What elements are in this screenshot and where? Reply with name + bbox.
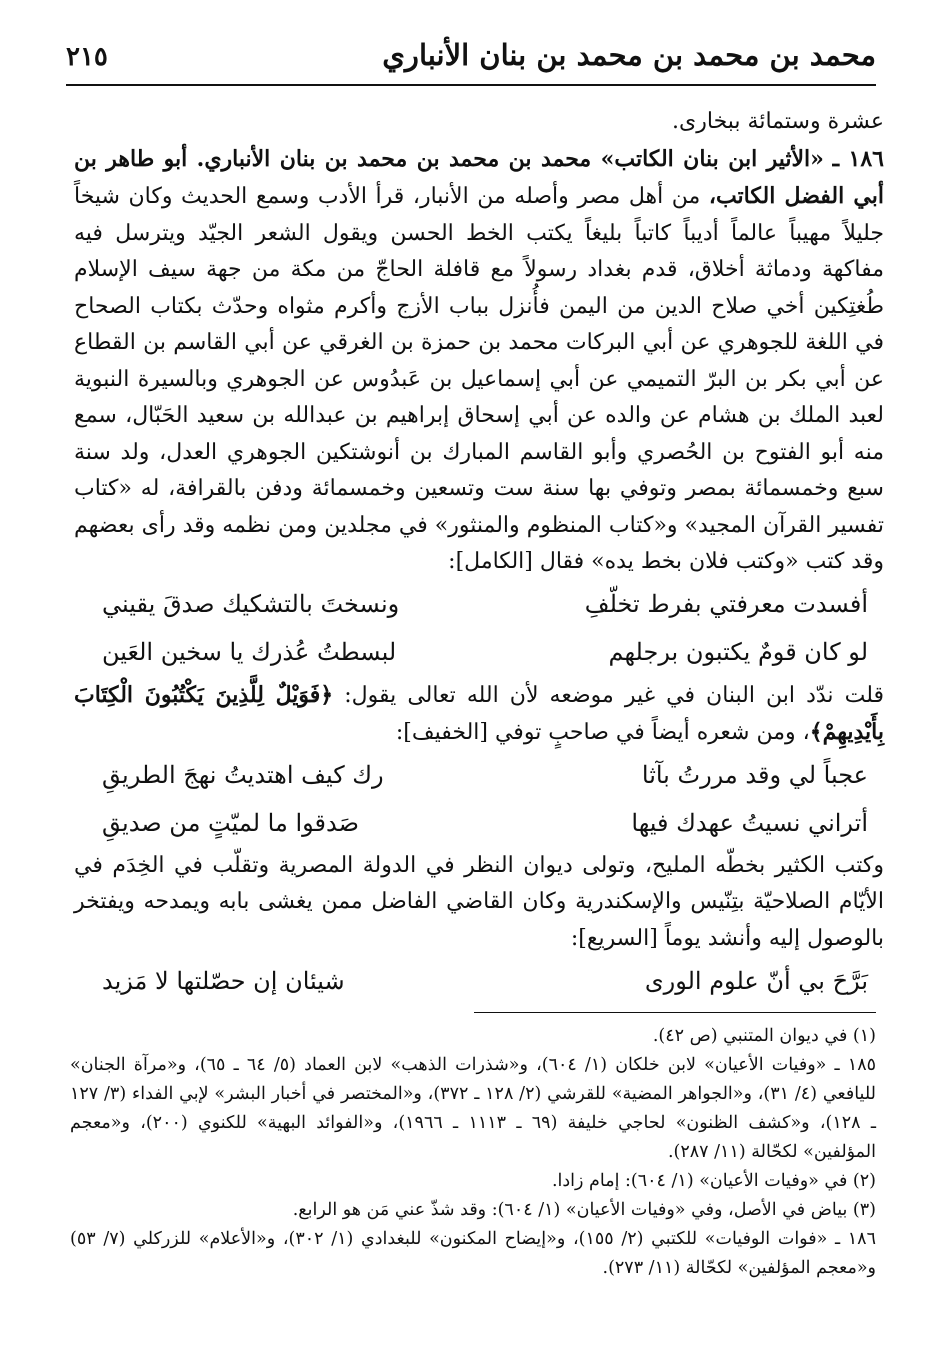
- verse-hemistich: بَرَّحَ بي أنّ علوم الورى: [644, 966, 868, 995]
- footnote: (٢) في «وفيات الأعيان» (١/ ٦٠٤): إمام زادا.: [551, 1171, 876, 1191]
- entry-text: من أهل مصر وأصله من الأنبار، قرأ الأدب وسمع الحديث وكان شيخاً جليلاً مهيباً عالماً أديباً كاتباً بليغاً يكتب الخط الحسن ويقول الشعر الجيّد ويترسل فيه مفاكهة ودماثة أخلاق، قدم بغداد رسولاً مع قافلة الحاجّ من مكة من جهة سيف الإسلام طُغتِكين أخي صلاح الدين من اليمن فأُنزل بباب الأزج وأكرم مثواه وحدّث بكتاب الصحاح في اللغة للجوهري عن أبي البركات محمد بن حمزة بن الغرقي عن أبي القاسم بن القطاع عن أبي بكر بن البرّ التميمي عن أبي إسماعيل بن عَبدُوس عن الجوهري وبالسيرة النبوية لعبد الملك بن هشام عن والده عن أبي إسحاق إبراهيم بن عبدالله بن سعيد الحَبّال، سمع منه أبو الفتوح بن الحُصري وأبو القاسم المبارك بن أنوشتكين الجوهري العدل، ولد سنة سبع وخمسمائة بمصر وتوفي بها سنة ست وتسعين وخمسمائة ودفن بالقرافة، له «كتاب تفسير القرآن المجيد» و«كتاب المنظوم والمنثور» في مجلدين ومن نظمه وقد رأى بعضهم وقد كتب «وكتب فلان بخط يده» فقال [الكامل]:: [74, 184, 884, 574]
- paragraph: [74, 677, 884, 752]
- verse-line: [102, 957, 868, 1005]
- entry-title: «الأثير ابن بنان الكاتب» محمد بن محمد بن محمد بن بنان الأنباري. أبو طاهر بن أبي الفضل الكاتب،: [74, 145, 884, 209]
- verse-line: [102, 629, 868, 677]
- verse-hemistich: ونسختَ بالتشكيك صدقَ يقيني: [102, 590, 400, 619]
- entry-186: [74, 141, 884, 581]
- quran-quote: ﴿فَوَيْلٌ لِلَّذِينَ يَكْتُبُونَ الْكِتَابَ بِأَيْدِيهِمْ﴾: [74, 681, 884, 745]
- verse-hemistich: أفسدت معرفتي بفرط تخلّفِ: [584, 590, 868, 619]
- footnote: (١) في ديوان المتنبي (ص ٤٢).: [652, 1026, 876, 1046]
- page-number: ٢١٥: [66, 42, 108, 72]
- paragraph-text: قلت ندّد ابن البنان في غير موضعه لأن الله تعالى يقول:: [333, 682, 884, 708]
- verse-hemistich: صَدقوا ما لميّتٍ من صديقِ: [102, 809, 359, 838]
- page-header: [66, 34, 876, 84]
- footnote-separator: [474, 1012, 876, 1013]
- body-text: [74, 104, 884, 1005]
- running-title: محمد بن محمد بن محمد بن بنان الأنباري: [382, 38, 876, 72]
- footnote: ١٨٥ ـ «وفيات الأعيان» لابن خلكان (١/ ٦٠٤)، و«شذرات الذهب» لابن العماد (٥/ ٦٤ ـ ٦٥)، و«مرآة الجنان» لليافعي (٤/ ٣١)، و«الجواهر المضية» للقرشي (٢/ ١٢٨ ـ ٣٧٢)، و«المختصر في أخبار البشر» لإبي الفداء (٣/ ١٢٧ ـ ١٢٨)، و«كشف الظنون» لحاجي خليفة (٦٩ ـ ١١١٣ ـ ١٩٦٦)، و«الفوائد البهية» للكنوي (٢٠٠)، و«معجم المؤلفين» لكحّالة (١١/ ٢٨٧).: [70, 1055, 876, 1162]
- footnote: (٣) بياض في الأصل، وفي «وفيات الأعيان» (١/ ٦٠٤): وقد شذّ عني مَن هو الرابع.: [292, 1200, 876, 1220]
- verse-hemistich: رك كيف اهتديتُ نهجَ الطريقِ: [102, 761, 384, 790]
- verse-line: [102, 581, 868, 629]
- verse-hemistich: لبسطتُ عُذرك يا سخين العَين: [102, 638, 397, 667]
- paragraph: عشرة وستمائة ببخارى.: [672, 109, 884, 134]
- header-rule: [66, 84, 876, 86]
- entry-number: ١٨٦ ـ: [832, 145, 884, 172]
- verse-line: [102, 800, 868, 848]
- verse-hemistich: أتراني نسيتُ عهدك فيها: [631, 809, 868, 838]
- footnotes: [70, 1022, 876, 1283]
- verse-line: [102, 752, 868, 800]
- footnote: ١٨٦ ـ «فوات الوفيات» للكتبي (٢/ ١٥٥)، و«إيضاح المكنون» للبغدادي (١/ ٣٠٢)، و«الأعلام» للزركلي (٧/ ٥٣) و«معجم المؤلفين» لكحّالة (١١/ ٢٧٣).: [70, 1229, 876, 1278]
- verse-hemistich: شيئان إن حصّلتها لا مَزيد: [102, 966, 345, 995]
- verse-hemistich: لو كان قومٌ يكتبون برجلهم: [608, 638, 868, 667]
- paragraph-text: ، ومن شعره أيضاً في صاحبٍ توفي [الخفيف]:: [395, 720, 810, 745]
- paragraph: وكتب الكثير بخطّه المليح، وتولى ديوان النظر في الدولة المصرية وتقلّب في الخِدَم في الأيّام الصلاحيّة بتِنّيس والإسكندرية وكان القاضي الفاضل ممن يغشى بابه ويمدحه ويفتخر بالوصول إليه وأنشد يوماً [السريع]:: [74, 852, 884, 951]
- verse-hemistich: عجباً لي وقد مررتُ بآثا: [641, 761, 868, 790]
